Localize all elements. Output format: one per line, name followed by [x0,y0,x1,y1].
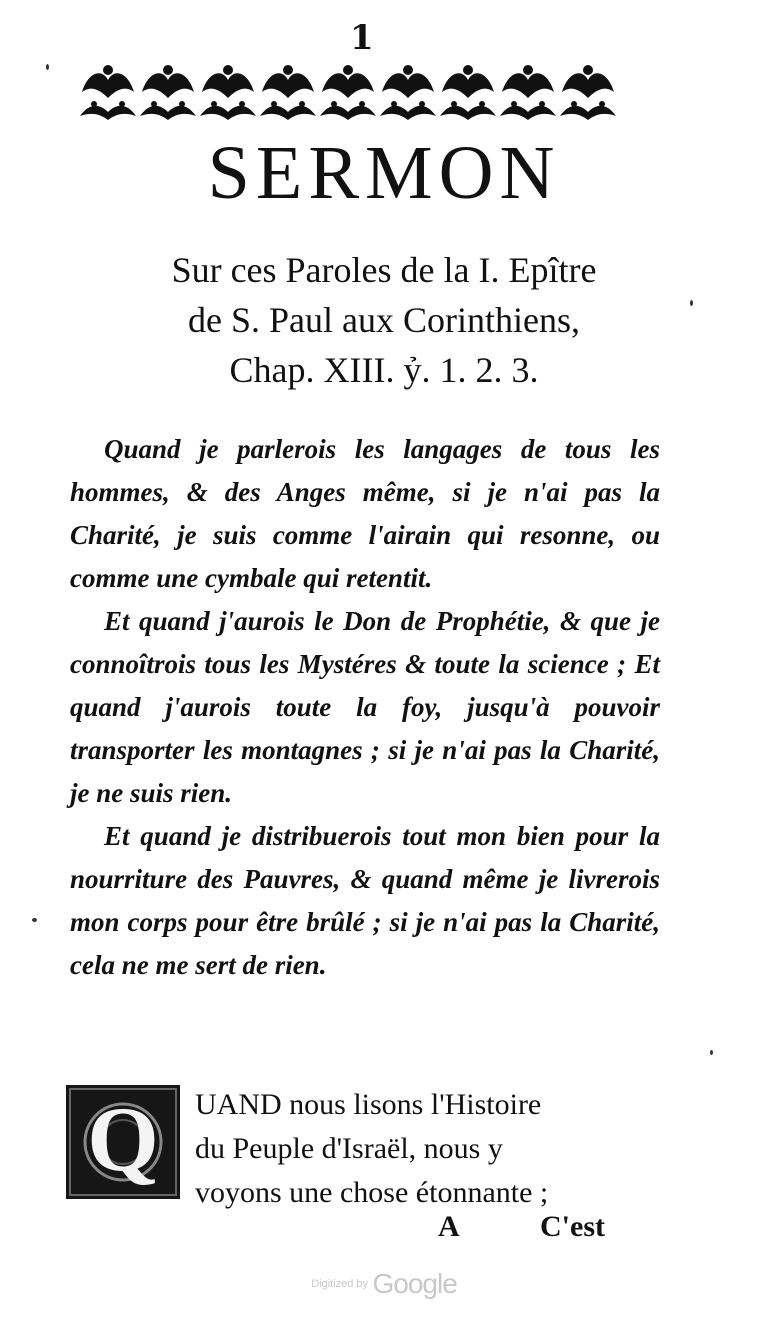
scan-speck [46,64,49,70]
ornament-unit [380,65,436,120]
ornament-unit [440,65,496,120]
page-title: SERMON [207,131,561,215]
subtitle-block [0,245,768,395]
ornamental-headpiece [78,58,618,124]
subtitle-line-3: Chap. XIII. ỷ. 1. 2. 3. [229,350,539,390]
digitization-watermark [0,1268,768,1300]
catchword: C'est [540,1210,605,1243]
ornament-unit [200,65,256,120]
opening-line-1: UAND nous lisons l'Histoire [195,1088,542,1121]
ornament-unit [500,65,556,120]
scan-speck [690,300,693,306]
subtitle-line-1: Sur ces Paroles de la I. Epître [171,250,597,290]
epigraph-paragraph-2: Et quand j'aurois le Don de Prophétie, & que je connoîtrois tous les Mystéres & toute la science ; Et quand j'aurois toute la foy, jusqu'à pouvoir transporter les montagnes ; si je n'ai pas la Charité, je ne suis rien. [70,606,660,808]
epigraph-paragraph-1: Quand je parlerois les langages de tous les hommes, & des Anges même, si je n'ai pas la Charité, je suis comme l'airain qui resonne, ou comme une cymbale qui retentit. [70,434,660,593]
opening-text [195,1083,655,1215]
ornament-unit [140,65,196,120]
decorated-initial [66,1085,180,1199]
subtitle-line-2: de S. Paul aux Corinthiens, [188,300,580,340]
epigraph-paragraph-3: Et quand je distribuerois tout mon bien pour la nourriture des Pauvres, & quand même je livrerois mon corps pour être brûlé ; si je n'ai pas la Charité, cela ne me sert de rien. [70,821,660,980]
ornament-unit [80,65,136,120]
opening-line-3: voyons une chose étonnante ; [195,1176,549,1209]
scripture-epigraph [70,428,660,987]
opening-line-2: du Peuple d'Israël, nous y [195,1132,503,1165]
page-number: 1 [350,18,374,58]
dropcap-letter: Q [87,1088,159,1190]
ornament-unit [560,65,616,120]
scan-speck [32,918,37,922]
ornament-unit [320,65,376,120]
watermark-brand: Google [372,1268,457,1299]
signature-mark: A [438,1210,460,1243]
scan-speck [710,1050,713,1055]
ornament-unit [260,65,316,120]
watermark-prefix: Digitized by [311,1278,369,1290]
